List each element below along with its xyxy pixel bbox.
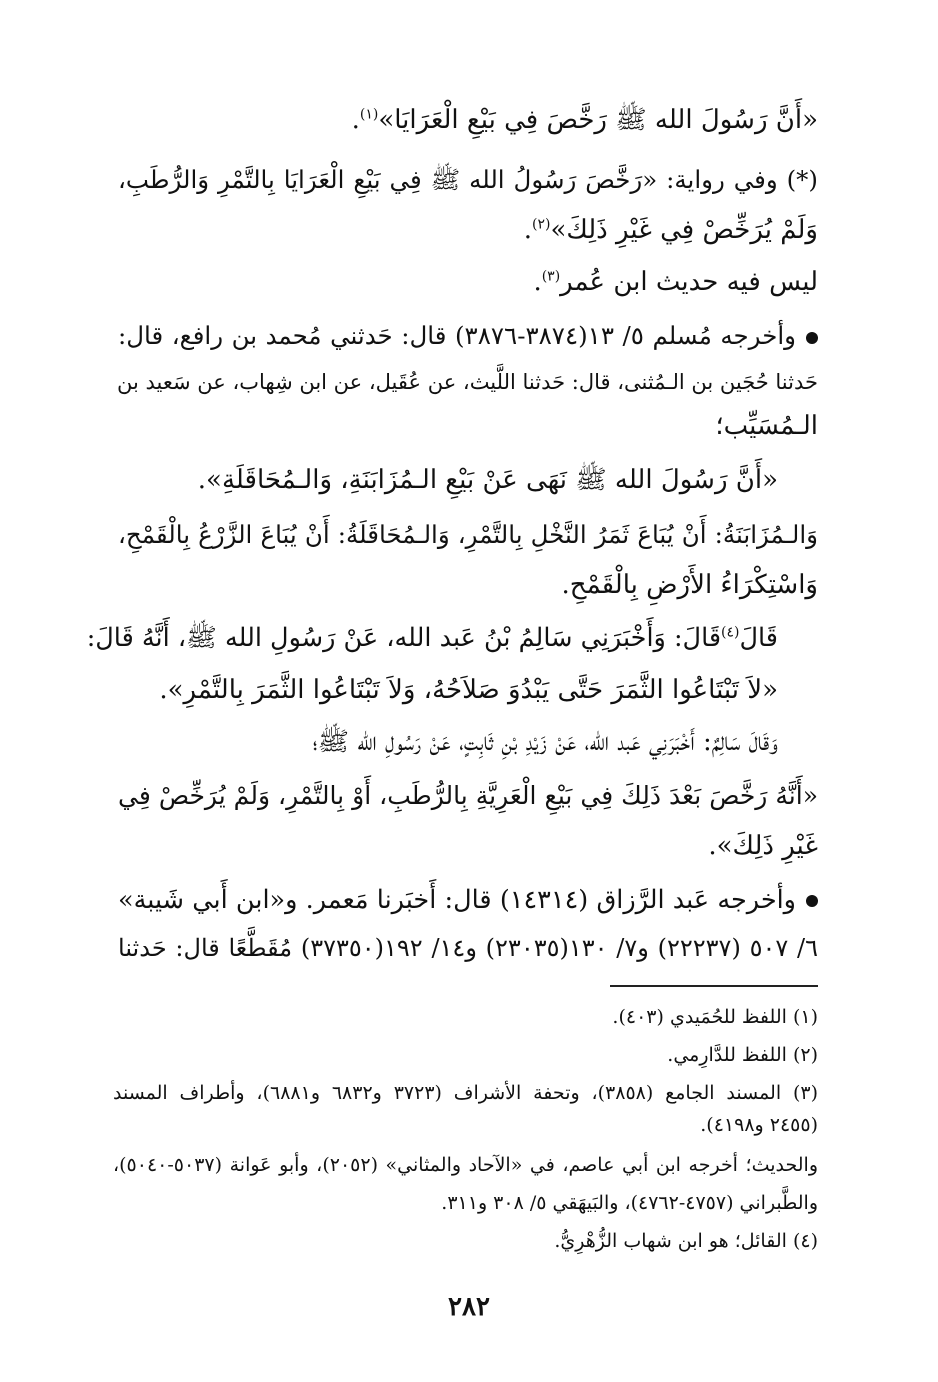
note-line: ليس فيه حديث ابن عُمر$^{(٣)}$. [533,267,818,297]
footnote-2: (٢) اللفظ للدَّارِمي. [667,1044,818,1066]
narration-line-2: وَلَمْ يُرَخِّصْ فِي غَيْرِ ذَلِكَ»$^{(٢)}$. [523,215,818,245]
footnote-marker-2: (٢) [531,216,551,233]
salim-line: قَالَ$^{(٤)}$قَالَ: وَأَخْبَرَنِي سَالِمُ بْنُ عَبد الله، عَنْ رَسُولِ الله ﷺ، أَنَّهُ قَالَ: [86,623,778,653]
hadith-line-5: غَيْرِ ذَلِكَ». [708,831,818,861]
footnote-4: (٤) القائل؛ هو ابن شهاب الزُّهْرِيُّ. [554,1230,818,1252]
page-number: ٢٨٢ [448,1292,490,1322]
definition-line-2: وَاسْتِكْرَاءُ الأَرْضِ بِالْقَمْحِ. [561,570,818,600]
hadith-line-1: «أَنَّ رَسُولَ الله ﷺ رَخَّصَ فِي بَيْعِ الْعَرَايَا»$^{(١)}$. [351,105,818,135]
bullet-icon [806,332,818,344]
definition-line-1: وَالـمُزَابَنَةُ: أَنْ يُبَاعَ ثَمَرُ النَّخْلِ بِالتَّمْرِ، وَالـمُحَاقَلَةُ: أَنْ يُبَاعَ الزَّرْعُ بِالْقَمْحِ، [118,520,818,549]
isnad-line-2: حَدثنا حُجَين بن الـمُثنى، قال: حَدثنا اللَّيث، عن عُقَيل، عن ابن شِهاب، عن سَعيد بن [116,370,818,394]
isnad-line-4: وأخرجه عَبد الرَّزاق (١٤٣١٤) قال: أَخبَرنا مَعمر. و«ابن أَبي شَيبة» [118,880,818,920]
footnote-3-line-1: (٣) المسند الجامع (٣٨٥٨)، وتحفة الأشراف (٣٧٢٣ و٦٨٣٢ و٦٨٨١)، وأطراف المسند [113,1082,818,1104]
narration-line-1: (*) وفي رواية: «رَخَّصَ رَسُولُ الله ﷺ فِي بَيْعِ الْعَرَايَا بِالتَّمْرِ وَالرُّطَبِ، [118,165,818,194]
footnote-1: (١) اللفظ للحُمَيدي (٤٠٣). [612,1006,818,1028]
salim-line-2: وَقَالَ سَالِمٌ: أَخْبَرَنِي عَبد الله، عَنْ زَيْدِ بْنِ ثَابِتٍ، عَنْ رَسُولِ الله ﷺ؛ [312,727,778,757]
isnad-line-1: وأخرجه مُسلم ٥/ ١٣(٣٨٧٤-٣٨٧٦) قال: حَدثني مُحمد بن رافع، قال: [118,316,818,356]
hadith-line-4: «أَنَّهُ رَخَّصَ بَعْدَ ذَلِكَ فِي بَيْعِ الْعَرِيَّةِ بِالرُّطَبِ، أَوْ بِالتَّمْرِ، وَلَمْ يُرَخِّصْ فِي [118,781,818,810]
hadith-line-3: «لاَ تَبْتَاعُوا الثَّمَرَ حَتَّى يَبْدُوَ صَلاَحُهُ، وَلاَ تَبْتَاعُوا الثَّمَرَ بِالتَّمْرِ». [159,675,778,705]
isnad-line-3: الـمُسَيِّب؛ [715,411,818,441]
footnote-separator [610,985,818,987]
footnote-marker-1: (١) [359,106,379,123]
footnote-3-line-3: والحديث؛ أخرجه ابن أبي عاصم، في «الآحاد والمثاني» (٢٠٥٢)، وأبو عَوانة (٥٠٣٧-٥٠٤٠)، [113,1154,818,1176]
footnote-3-line-4: والطَّبراني (٤٧٥٧-٤٧٦٢)، والبَيهَقي ٥/ ٣٠٨ و٣١١. [441,1192,818,1214]
qala-label: قَالَ [739,623,778,653]
isnad-line-5: ٦/ ٥٠٧ (٢٢٢٣٧) و٧/ ١٣٠(٢٣٠٣٥) و١٤/ ١٩٢(٣٧٣٥٠) مُقَطَّعًا قال: حَدثنا [118,934,818,962]
footnote-marker-3: (٣) [541,268,561,285]
bullet-icon [806,895,818,907]
footnote-3-line-2: (٢٤٥٥ و٤١٩٨). [700,1114,818,1136]
footnote-marker-4: (٤) [721,624,740,641]
hadith-line-2: «أَنَّ رَسُولَ الله ﷺ نَهَى عَنْ بَيْعِ الـمُزَابَنَةِ، وَالـمُحَاقَلَةِ». [197,465,778,495]
